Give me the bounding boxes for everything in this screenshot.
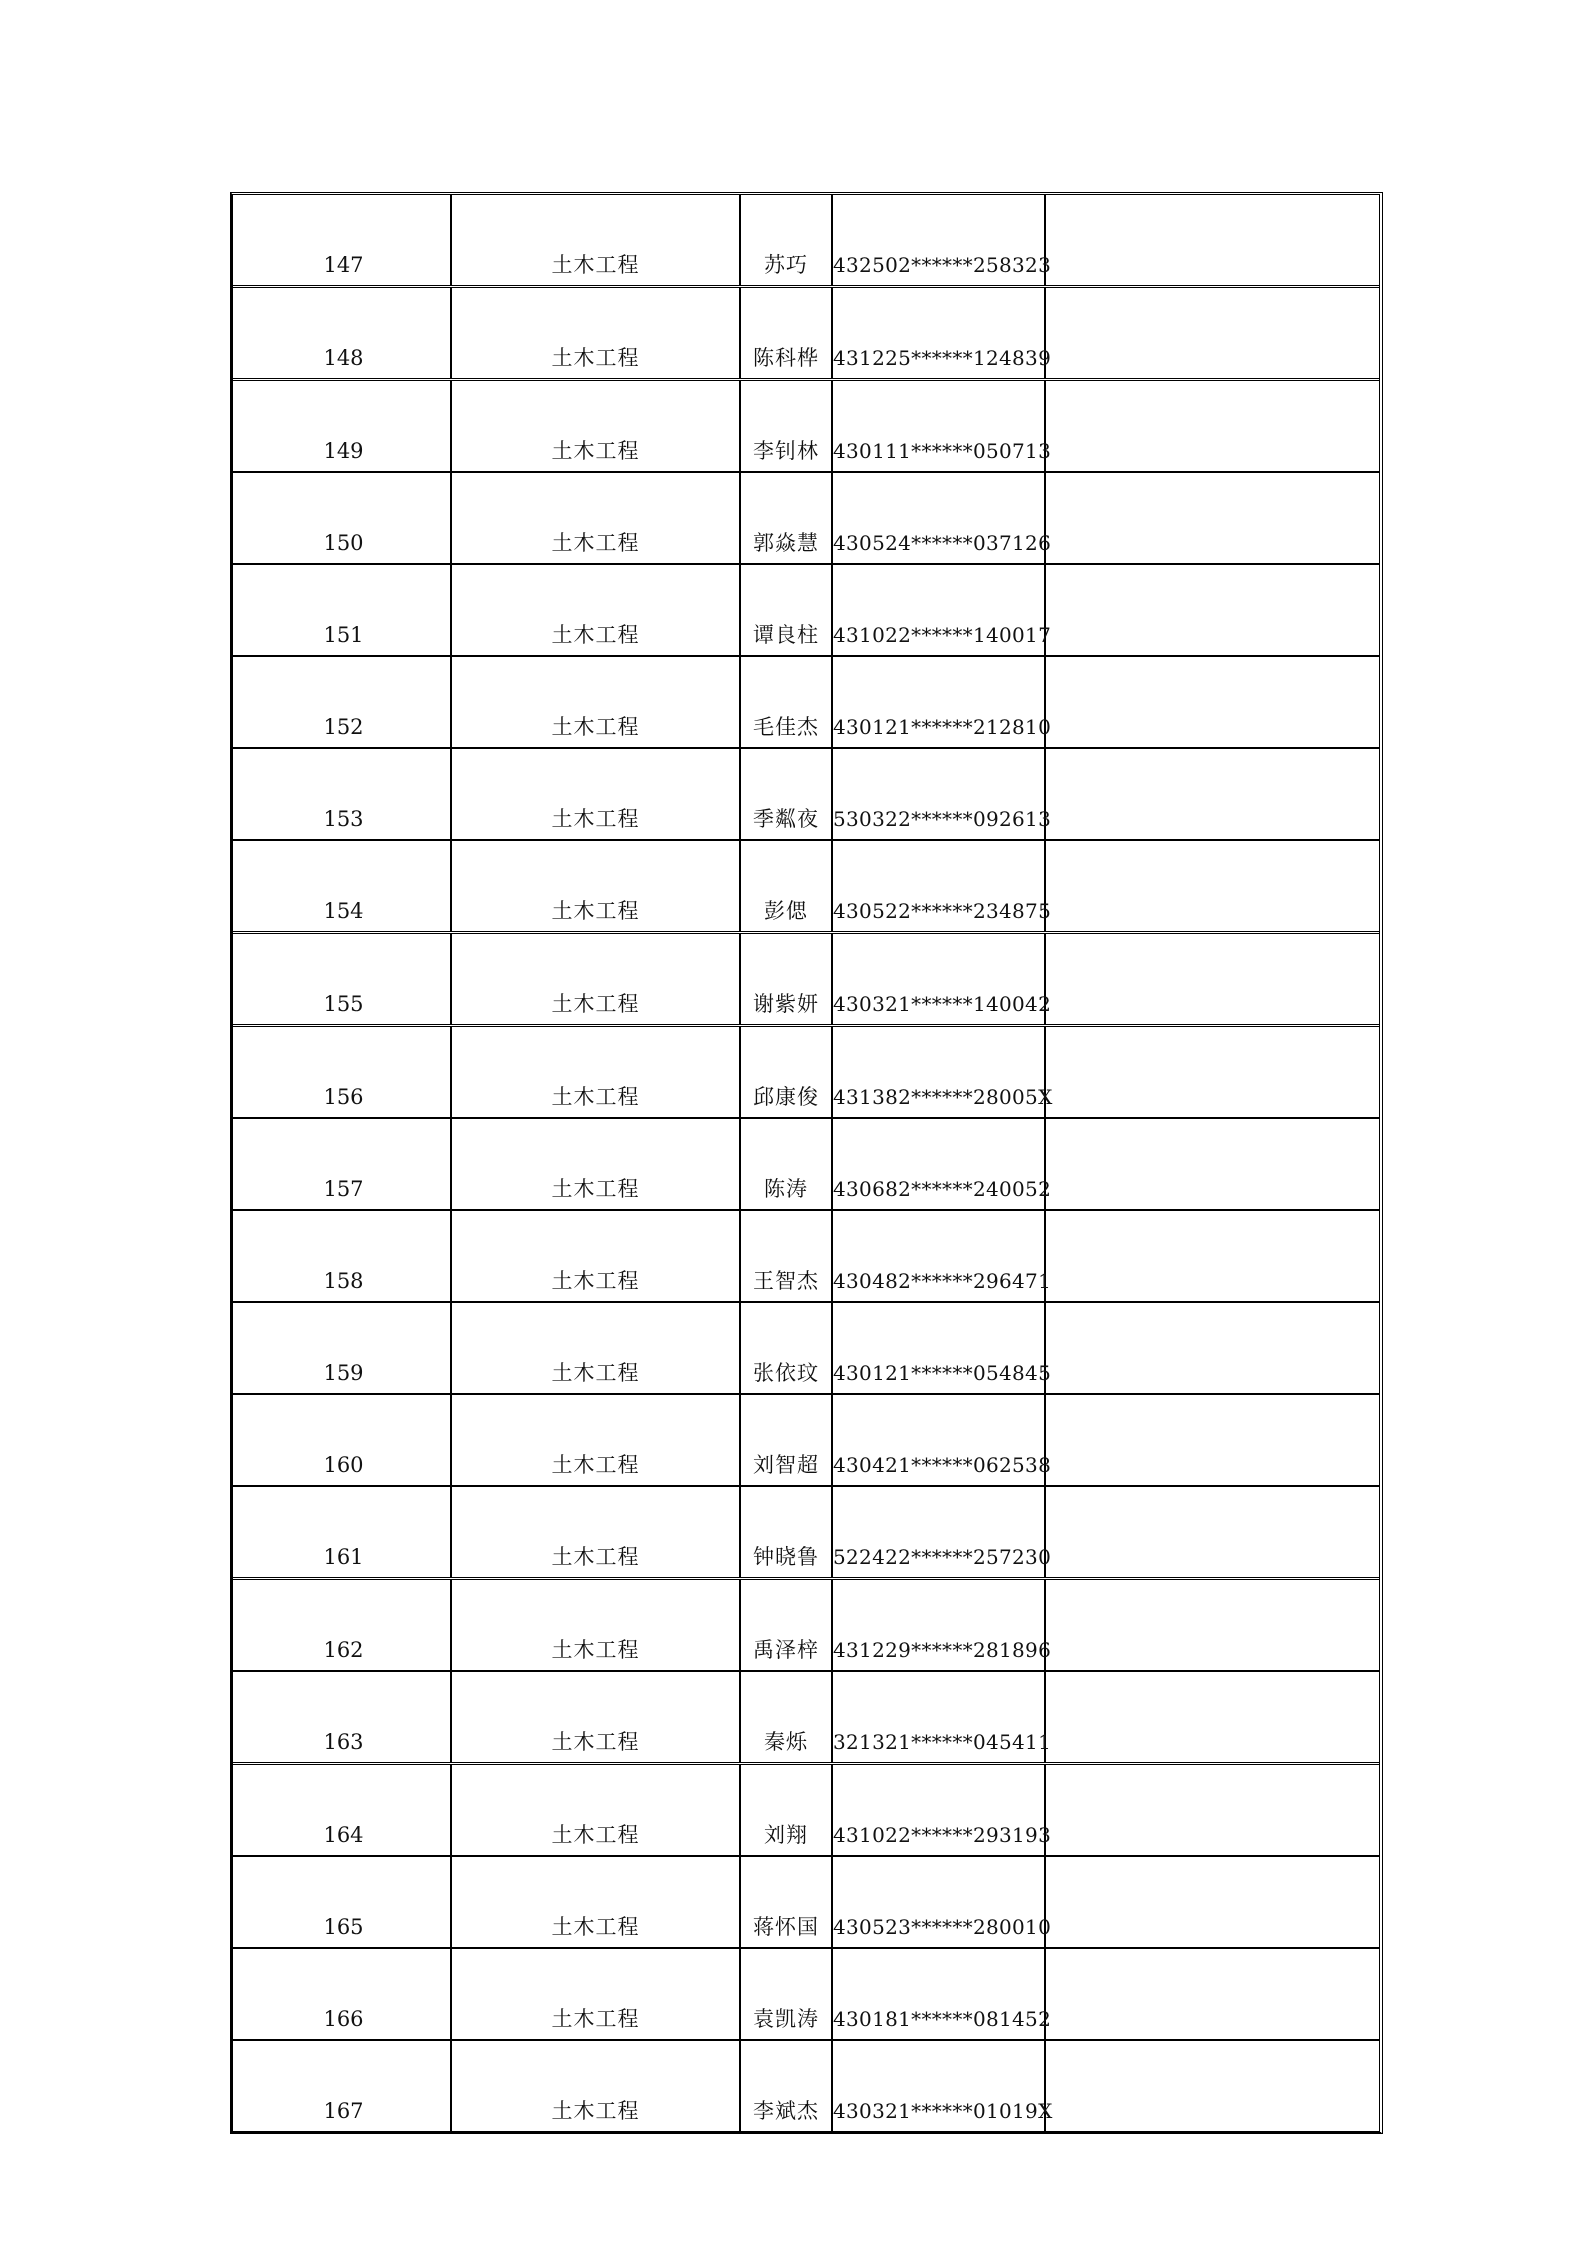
name-cell: 刘翔 bbox=[740, 1764, 832, 1857]
row-number: 153 bbox=[233, 748, 451, 840]
table-row bbox=[233, 472, 1379, 564]
id-number-cell: 430321******140042 bbox=[832, 933, 1045, 1026]
name-cell: 钟晓鲁 bbox=[740, 1486, 832, 1579]
name-cell: 禹泽梓 bbox=[740, 1579, 832, 1672]
major-cell: 土木工程 bbox=[451, 1579, 740, 1672]
table-row bbox=[233, 564, 1379, 656]
note-cell bbox=[1045, 1856, 1379, 1948]
major-cell: 土木工程 bbox=[451, 933, 740, 1026]
name-cell: 陈涛 bbox=[740, 1118, 832, 1210]
name-cell: 秦烁 bbox=[740, 1671, 832, 1764]
name-cell: 袁凯涛 bbox=[740, 1948, 832, 2040]
major-cell: 土木工程 bbox=[451, 1856, 740, 1948]
id-number-cell: 522422******257230 bbox=[832, 1486, 1045, 1579]
note-cell bbox=[1045, 656, 1379, 748]
note-cell bbox=[1045, 933, 1379, 1026]
table-row bbox=[233, 1210, 1379, 1302]
major-cell: 土木工程 bbox=[451, 195, 740, 287]
name-cell: 李钊林 bbox=[740, 380, 832, 473]
major-cell: 土木工程 bbox=[451, 380, 740, 473]
note-cell bbox=[1045, 1948, 1379, 2040]
major-cell: 土木工程 bbox=[451, 1486, 740, 1579]
table-row bbox=[233, 1026, 1379, 1119]
major-cell: 土木工程 bbox=[451, 564, 740, 656]
id-number-cell: 431022******293193 bbox=[832, 1764, 1045, 1857]
row-number: 158 bbox=[233, 1210, 451, 1302]
major-cell: 土木工程 bbox=[451, 1948, 740, 2040]
note-cell bbox=[1045, 287, 1379, 380]
table-row bbox=[233, 1671, 1379, 1764]
id-number-cell: 431382******28005X bbox=[832, 1026, 1045, 1119]
major-cell: 土木工程 bbox=[451, 287, 740, 380]
name-cell: 谭良柱 bbox=[740, 564, 832, 656]
major-cell: 土木工程 bbox=[451, 1302, 740, 1394]
major-cell: 土木工程 bbox=[451, 1671, 740, 1764]
row-number: 159 bbox=[233, 1302, 451, 1394]
major-cell: 土木工程 bbox=[451, 1764, 740, 1857]
row-number: 166 bbox=[233, 1948, 451, 2040]
id-number-cell: 432502******258323 bbox=[832, 195, 1045, 287]
note-cell bbox=[1045, 1394, 1379, 1486]
major-cell: 土木工程 bbox=[451, 840, 740, 933]
note-cell bbox=[1045, 1026, 1379, 1119]
id-number-cell: 430121******212810 bbox=[832, 656, 1045, 748]
major-cell: 土木工程 bbox=[451, 1026, 740, 1119]
note-cell bbox=[1045, 2040, 1379, 2131]
note-cell bbox=[1045, 1671, 1379, 1764]
name-cell: 刘智超 bbox=[740, 1394, 832, 1486]
id-number-cell: 430181******081452 bbox=[832, 1948, 1045, 2040]
id-number-cell: 431022******140017 bbox=[832, 564, 1045, 656]
row-number: 167 bbox=[233, 2040, 451, 2131]
table-row bbox=[233, 840, 1379, 933]
name-cell: 毛佳杰 bbox=[740, 656, 832, 748]
table-row bbox=[233, 1764, 1379, 1857]
note-cell bbox=[1045, 564, 1379, 656]
row-number: 157 bbox=[233, 1118, 451, 1210]
id-number-cell: 431225******124839 bbox=[832, 287, 1045, 380]
row-number: 156 bbox=[233, 1026, 451, 1119]
id-number-cell: 430421******062538 bbox=[832, 1394, 1045, 1486]
row-number: 165 bbox=[233, 1856, 451, 1948]
major-cell: 土木工程 bbox=[451, 748, 740, 840]
id-number-cell: 430523******280010 bbox=[832, 1856, 1045, 1948]
row-number: 162 bbox=[233, 1579, 451, 1672]
row-number: 161 bbox=[233, 1486, 451, 1579]
table-row bbox=[233, 1302, 1379, 1394]
note-cell bbox=[1045, 1579, 1379, 1672]
note-cell bbox=[1045, 472, 1379, 564]
row-number: 163 bbox=[233, 1671, 451, 1764]
table-row bbox=[233, 933, 1379, 1026]
note-cell bbox=[1045, 1210, 1379, 1302]
note-cell bbox=[1045, 840, 1379, 933]
id-number-cell: 430682******240052 bbox=[832, 1118, 1045, 1210]
row-number: 151 bbox=[233, 564, 451, 656]
major-cell: 土木工程 bbox=[451, 2040, 740, 2131]
id-number-cell: 430522******234875 bbox=[832, 840, 1045, 933]
name-cell: 谢紫妍 bbox=[740, 933, 832, 1026]
name-cell: 张依玟 bbox=[740, 1302, 832, 1394]
id-number-cell: 430321******01019X bbox=[832, 2040, 1045, 2131]
id-number-cell: 321321******045411 bbox=[832, 1671, 1045, 1764]
row-number: 164 bbox=[233, 1764, 451, 1857]
note-cell bbox=[1045, 748, 1379, 840]
note-cell bbox=[1045, 1486, 1379, 1579]
name-cell: 李斌杰 bbox=[740, 2040, 832, 2131]
row-number: 154 bbox=[233, 840, 451, 933]
table-row bbox=[233, 1948, 1379, 2040]
note-cell bbox=[1045, 195, 1379, 287]
name-cell: 陈科桦 bbox=[740, 287, 832, 380]
major-cell: 土木工程 bbox=[451, 656, 740, 748]
table-row bbox=[233, 287, 1379, 380]
table-row bbox=[233, 748, 1379, 840]
note-cell bbox=[1045, 380, 1379, 473]
roster-table bbox=[230, 192, 1383, 2134]
table-row bbox=[233, 380, 1379, 473]
row-number: 152 bbox=[233, 656, 451, 748]
major-cell: 土木工程 bbox=[451, 1210, 740, 1302]
name-cell: 王智杰 bbox=[740, 1210, 832, 1302]
note-cell bbox=[1045, 1118, 1379, 1210]
name-cell: 彭偲 bbox=[740, 840, 832, 933]
table-row bbox=[233, 1118, 1379, 1210]
name-cell: 郭焱慧 bbox=[740, 472, 832, 564]
table-row bbox=[233, 656, 1379, 748]
roster-table-grid bbox=[233, 195, 1379, 2131]
name-cell: 蒋怀国 bbox=[740, 1856, 832, 1948]
note-cell bbox=[1045, 1302, 1379, 1394]
major-cell: 土木工程 bbox=[451, 472, 740, 564]
id-number-cell: 430121******054845 bbox=[832, 1302, 1045, 1394]
major-cell: 土木工程 bbox=[451, 1118, 740, 1210]
row-number: 149 bbox=[233, 380, 451, 473]
name-cell: 邱康俊 bbox=[740, 1026, 832, 1119]
table-row bbox=[233, 1394, 1379, 1486]
table-row bbox=[233, 1486, 1379, 1579]
table-row bbox=[233, 195, 1379, 287]
id-number-cell: 430111******050713 bbox=[832, 380, 1045, 473]
row-number: 150 bbox=[233, 472, 451, 564]
table-row bbox=[233, 1856, 1379, 1948]
major-cell: 土木工程 bbox=[451, 1394, 740, 1486]
row-number: 160 bbox=[233, 1394, 451, 1486]
table-row bbox=[233, 1579, 1379, 1672]
name-cell: 苏巧 bbox=[740, 195, 832, 287]
id-number-cell: 530322******092613 bbox=[832, 748, 1045, 840]
id-number-cell: 430524******037126 bbox=[832, 472, 1045, 564]
name-cell: 季粼夜 bbox=[740, 748, 832, 840]
row-number: 147 bbox=[233, 195, 451, 287]
row-number: 148 bbox=[233, 287, 451, 380]
row-number: 155 bbox=[233, 933, 451, 1026]
id-number-cell: 430482******296471 bbox=[832, 1210, 1045, 1302]
note-cell bbox=[1045, 1764, 1379, 1857]
id-number-cell: 431229******281896 bbox=[832, 1579, 1045, 1672]
table-row bbox=[233, 2040, 1379, 2131]
